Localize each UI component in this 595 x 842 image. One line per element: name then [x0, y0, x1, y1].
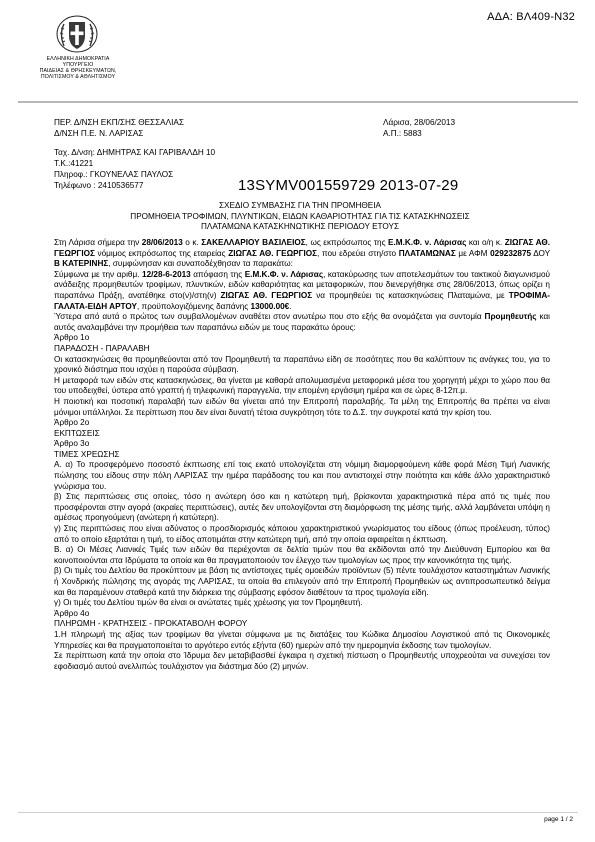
paragraph: β) Στις περιπτώσεις στις οποίες, τόσο η ανώτερη όσο και η κατώτερη τιμή, βρίσκονται χαρακτηριστικά πέρα από τις τιμές που προσφέρονται στην αγορά (ακραίες περιπτώσεις), αυτές δεν υπολογίζονται στη διαμόρφωση της μέσης τιμής, αλλά λαμβάνεται υπόψη η αμέσως προηγούμενη (ανώτερη ή κατώτερη). — [54, 492, 550, 523]
phone-number: Τηλέφωνο : 2410536577 — [54, 181, 144, 190]
paragraph — [54, 270, 550, 312]
text-run: ΔΟΥ — [531, 248, 550, 258]
text-run: και αυτός αναλαμβάνει την προμήθεια των παραπάνω ειδών με τους παρακάτω όρους: — [54, 312, 550, 332]
bold-run: 029232875 — [490, 248, 532, 258]
contract-body — [54, 238, 550, 672]
ada-code: ΑΔΑ: ΒΛ409-Ν32 — [487, 11, 575, 23]
bold-run: ΖΙΩΓΑΣ ΑΘ. ΓΕΩΡΓΙΟΣ — [220, 290, 313, 300]
title-line: ΣΧΕΔΙΟ ΣΥΜΒΑΣΗΣ ΓΙΑ ΤΗΝ ΠΡΟΜΗΘΕΙΑ — [218, 201, 381, 210]
ministry-line: ΕΛΛΗΝΙΚΗ ΔΗΜΟΚΡΑΤΙΑ — [46, 56, 110, 62]
title-line: ΠΛΑΤΑΜΩΝΑ ΚΑΤΑΣΚΗΝΩΤΙΚΗΣ ΠΕΡΙΟΔΟΥ ΕΤΟΥΣ — [200, 222, 400, 231]
text-run: και ο/η κ. — [466, 238, 505, 247]
paragraph: β) Οι τιμές του Δελτίου θα προκύπτουν με βάση τις αντίστοιχες τιμές ομοειδών προϊόντων (5) πέντε τουλάχιστον καταστημάτων Λιανικής ή Χονδρικής πώλησης της αγοράς της ΛΑΡΙΣΑΣ, τα οποία θα επιλεγούν από την Επιτροπή Προμηθειών ως αντιπροσωπευτικό δείγμα και θα παραμένουν σταθερά κατά την διάρκεια της σύμβασης εφόσον διαθέτουν τα προς τιμολογία είδη. — [54, 566, 550, 597]
text-run: Ύστερα από αυτά ο πρώτος των συμβαλλομένων αναθέτει στον ανωτέρω που στο εξής θα ονομάζεται για συντομία — [54, 312, 485, 322]
ministry-line: ΠΑΙΔΕΙΑΣ & ΘΡΗΣΚΕΥΜΑΤΩΝ, — [39, 68, 117, 74]
text-run: , προϋπολογιζόμενης δαπάνης — [137, 301, 251, 311]
bold-run: ΣΑΚΕΛΛΑΡΙΟΥ ΒΑΣΙΛΕΙΟΣ — [201, 238, 306, 247]
paragraph: Β. α) Οι Μέσες Λιανικές Τιμές των ειδών θα περιέχονται σε δελτία τιμών που θα εκδίδονται από την Διεύθυνση Εμπορίου και θα κοινοποιούνται στα Ιδρύματα τα οποία και θα πραγματοποιούν τον έλεγχο των τιμολογίων ως προς την κανονικότητα της τιμής. — [54, 545, 550, 565]
article-number: Άρθρο 3ο — [54, 439, 90, 449]
contact-block — [54, 147, 215, 191]
article-title: ΕΚΠΤΩΣΕΙΣ — [54, 428, 100, 438]
text-run: Στη Λάρισα σήμερα την — [54, 238, 142, 247]
bold-run: ΤΡΟΦΙΜΑ-ΓΑΛΑΤΑ-ΕΙΔΗ ΑΡΤΟΥ — [54, 290, 550, 311]
document-title — [40, 201, 560, 233]
bold-run: Β ΚΑΤΕΡΙΝΗΣ — [54, 259, 109, 269]
bold-run: Προμηθευτής — [484, 312, 537, 322]
document-iun: 13SYMV001559729 2013-07-29 — [238, 177, 459, 194]
article-number: Άρθρο 2ο — [54, 418, 90, 428]
paragraph: Α. α) Το προσφερόμενο ποσοστό έκπτωσης επί τοις εκατό υπολογίζεται στη νόμιμη διαμορφούμενη κάθε φορά Μέση Τιμή Λιανικής πώλησης του είδους στην πόλη ΛΑΡΙΣΑΣ την ημέρα παράδοσης του και που αντιστοιχεί στην ποιότητα και κάθε άλλο χαρακτηριστικό γνώρισμα του. — [54, 460, 550, 491]
paragraph: γ) Οι τιμές του Δελτίου τιμών θα είναι οι ανώτατες τιμές χρέωσης για τον Προμηθευτή. — [54, 598, 363, 608]
article-title: ΤΙΜΕΣ ΧΡΕΩΣΗΣ — [54, 449, 120, 459]
text-run: Σύμφωνα με την αριθμ. — [54, 269, 143, 279]
text-run: , που εδρεύει στη/στο — [317, 248, 399, 258]
bold-run: ΖΙΩΓΑΣ ΑΘ. ΓΕΩΡΓΙΟΣ — [228, 248, 318, 258]
text-run: απόφαση της — [190, 269, 245, 279]
bold-run: ΖΙΩΓΑΣ ΑΘ. ΓΕΩΡΓΙΟΣ — [54, 238, 550, 258]
text-run: , κατακύρωσης των αποτελεσμάτων του τακτικού διαγωνισμού ανάδειξης προμηθευτών τροφίμων, πλυντικών, ειδών καθαριότητας και μεταφορικών, που διενεργήθηκε στις 28/06/2013, όπως ορίζει η παραπάνω Πράξη, ανατέθηκε στο(ν)/στη(ν) — [54, 269, 550, 300]
paragraph: Σε περίπτωση κατά την οποία στο Ίδρυμα δεν μεταβιβασθεί έγκαιρα η σχετική πίστωση ο Προμηθευτής υποχρεούται να συνεχίσει τον εφοδιασμό αυτού ανελλιπώς τουλάχιστον για διάστημα δύο (2) μηνών. — [54, 651, 550, 671]
issuer-block — [54, 118, 184, 139]
article-number: Άρθρο 4ο — [54, 608, 90, 618]
article-title: ΠΛΗΡΩΜΗ - ΚΡΑΤΗΣΕΙΣ - ΠΡΟΚΑΤΑΒΟΛΗ ΦΟΡΟΥ — [54, 619, 248, 629]
article-title: ΠΑΡΑΔΟΣΗ - ΠΑΡΑΛΑΒΗ — [54, 343, 150, 353]
title-line: ΠΡΟΜΗΘΕΙΑ ΤΡΟΦΙΜΩΝ, ΠΛΥΝΤΙΚΩΝ, ΕΙΔΩΝ ΚΑΘΑΡΙΟΤΗΤΑΣ ΓΙΑ ΤΙΣ ΚΑΤΑΣΚΗΝΩΣΕΙΣ — [130, 211, 470, 221]
ministry-line: ΠΟΛΙΤΙΣΜΟΥ & ΑΘΛΗΤΙΣΜΟΥ — [40, 74, 116, 80]
bold-run: 12/28-6-2013 — [142, 269, 191, 279]
text-run: να προμηθεύει τις κατασκηνώσεις Πλαταμώνα, με — [312, 290, 509, 300]
bold-run: 13000.00€ — [250, 301, 290, 311]
ministry-line: ΥΠΟΥΡΓΕΙΟ — [62, 62, 94, 68]
page-number: page 1 / 2 — [544, 816, 573, 823]
greek-emblem-icon — [55, 14, 99, 54]
text-run: με ΑΦΜ — [455, 248, 491, 258]
header-divider — [18, 101, 578, 103]
article-number: Άρθρο 1ο — [54, 333, 90, 343]
text-run: ο κ. — [182, 238, 202, 247]
paragraph: γ) Στις περιπτώσεις που είναι αδύνατος ο προσδιορισμός κάποιου χαρακτηριστικού γνωρίσματος του είδους (όπως προέλευση, τύπος) από το οποίο εξαρτάται η τιμή, το είδος αποτιμάται στην κατώτερη τιμή, από την οποία αφαιρείται η έκπτωση. — [54, 524, 550, 544]
bold-run: ΠΛΑΤΑΜΩΝΑΣ — [398, 248, 456, 258]
paragraph: Η μεταφορά των ειδών στις κατασκηνώσεις, θα γίνεται με καθαρά απολυμασμένα μεταφορικά μέσα του χορηγητή μέχρι το χώρο που θα του υποδειχθεί, ύστερα από γραπτή ή τηλεφωνική παραγγελία, την επομένη εργάσιμη ημέρα και σε ώρες 8-12π.μ. — [54, 375, 550, 396]
text-run: . — [289, 301, 292, 311]
paragraph: 1.Η πληρωμή της αξίας των τροφίμων θα γίνεται σύμφωνα με τις διατάξεις του Κώδικα Δημοσίου Λογιστικού από τις Οικονομικές Υπηρεσίες και θα πραγματοποιείται το αργότερο εντός εξήντα (60) ημερών από την ημερομηνία έκδοσης των τιμολογίων. — [54, 629, 550, 650]
paragraph: Η ποιοτική και ποσοτική παραλαβή των ειδών θα γίνεται από την Επιτροπή παραλαβής. Τα μέλη της Επιτροπής θα πρέπει να είναι μόνιμοι υπάλληλοι. Σε περίπτωση που δεν είναι δυνατή τέτοια συγκρότηση τότε το Δ.Σ. την συγκροτεί κατά την κρίση του. — [54, 396, 550, 417]
address-line: Ταχ. Δ/νση: ΔΗΜΗΤΡΑΣ ΚΑΙ ΓΑΡΙΒΑΛΔΗ 10 — [54, 148, 216, 157]
text-run: , ως εκπρόσωπος της — [305, 238, 389, 247]
issuer-line: Δ/ΝΣΗ Π.Ε. Ν. ΛΑΡΙΣΑΣ — [54, 128, 144, 138]
paragraph: Οι κατασκηνώσεις θα προμηθεύονται από τον Προμηθευτή τα παραπάνω είδη σε ποσότητες που θα καλύπτουν τις ανάγκες του, για το χρονικό διάστημα που ισχύει η παρούσα σύμβαση. — [54, 354, 550, 375]
bold-run: 28/06/2013 — [141, 238, 183, 247]
document-date: Λάρισα, 28/06/2013 — [383, 118, 455, 127]
ministry-block — [33, 56, 123, 80]
paragraph — [54, 312, 550, 333]
date-ref-block — [383, 118, 455, 139]
text-run: νόμιμος εκπρόσωπος της εταιρείας — [94, 248, 229, 258]
protocol-number: Α.Π.: 5883 — [383, 128, 422, 138]
bold-run: Ε.Μ.Κ.Φ. ν. Λάρισας — [388, 238, 467, 247]
contact-person: Πληροφ.: ΓΚΟΥΝΕΛΑΣ ΠΑΥΛΟΣ — [54, 170, 174, 179]
postal-code: Τ.Κ.:41221 — [54, 159, 94, 168]
bold-run: Ε.Μ.Κ.Φ. ν. Λάρισας — [244, 269, 324, 279]
text-run: , συμφώνησαν και συναποδέχθησαν τα παρακάτω: — [108, 259, 293, 269]
issuer-line: ΠΕΡ. Δ/ΝΣΗ ΕΚΠ/ΣΗΣ ΘΕΣΣΑΛΙΑΣ — [54, 118, 184, 127]
footer-divider — [18, 812, 578, 813]
paragraph — [54, 238, 550, 270]
